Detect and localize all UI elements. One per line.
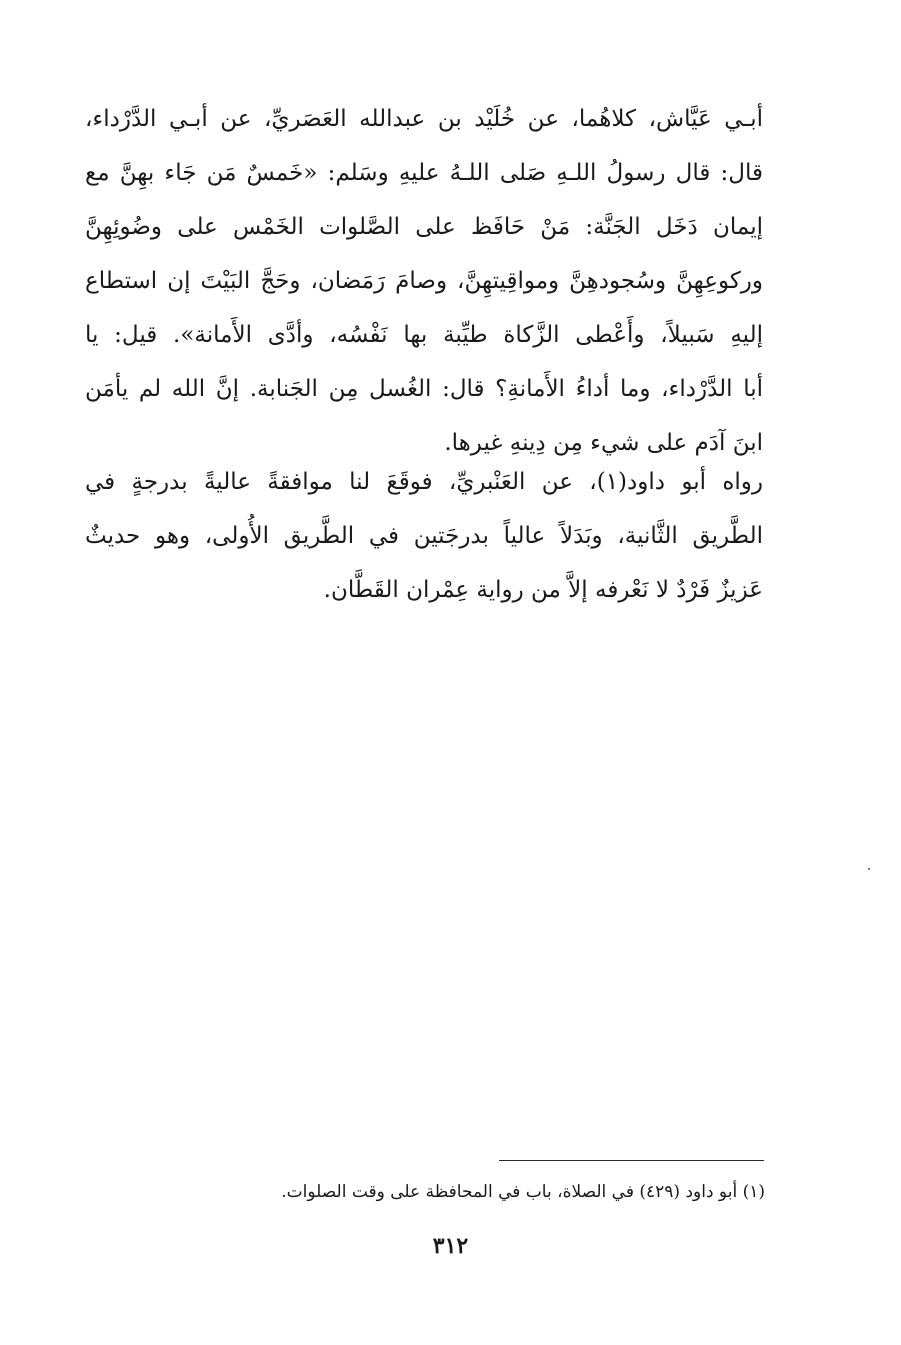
text-line: أبـي عَيَّاش، كلاهُما، عن خُلَيْد بن عبدالله العَصَريِّ، عن أبـي الدَّرْداء، (85, 106, 763, 132)
text-line: أبا الدَّرْداء، وما أداءُ الأَمانةِ؟ قال: الغُسل مِن الجَنابة. إنَّ الله لم يأمَن (85, 376, 763, 402)
footnote: (١) أبو داود (٤٢٩) في الصلاة، باب في المحافظة على وقت الصلوات. (281, 1182, 765, 1202)
text-line: قال: قال رسولُ اللـهِ صَلى اللـهُ عليهِ وسَلم: «خَمسٌ مَن جَاء بهِنَّ مع (85, 160, 763, 186)
text-line: إيمان دَخَل الجَنَّة: مَنْ حَافَظ على الصَّلوات الخَمْس على وضُوئِهِنَّ (85, 214, 763, 240)
text-line: رواه أبو داود(١)، عن العَنْبريِّ، فوقَعَ لنا موافقةً عاليةً بدرجةٍ في (85, 469, 763, 495)
paragraph-hadith-text (85, 92, 763, 470)
text-line: عَزيزٌ فَرْدٌ لا نَعْرفه إلاَّ من رواية عِمْران القَطَّان. (323, 577, 763, 603)
footnote-divider (499, 1160, 764, 1161)
text-line: الطَّريق الثَّانية، وبَدَلاً عالياً بدرجَتين في الطَّريق الأُولى، وهو حديثٌ (85, 523, 763, 549)
text-line: ابنَ آدَم على شيء مِن دِينهِ غيرها. (444, 430, 763, 456)
text-line: وركوعِهِنَّ وسُجودهِنَّ ومواقِيتهِنَّ، وصامَ رَمَضان، وحَجَّ البَيْتَ إن استطاع (85, 268, 763, 294)
paragraph-narration-note (85, 455, 763, 617)
page-number: ٣١٢ (432, 1233, 469, 1259)
scan-speck (868, 868, 870, 870)
text-line: إليهِ سَبيلاً، وأَعْطى الزَّكاة طيِّبة بها نَفْسُه، وأدَّى الأَمانة». قيل: يا (85, 322, 763, 348)
